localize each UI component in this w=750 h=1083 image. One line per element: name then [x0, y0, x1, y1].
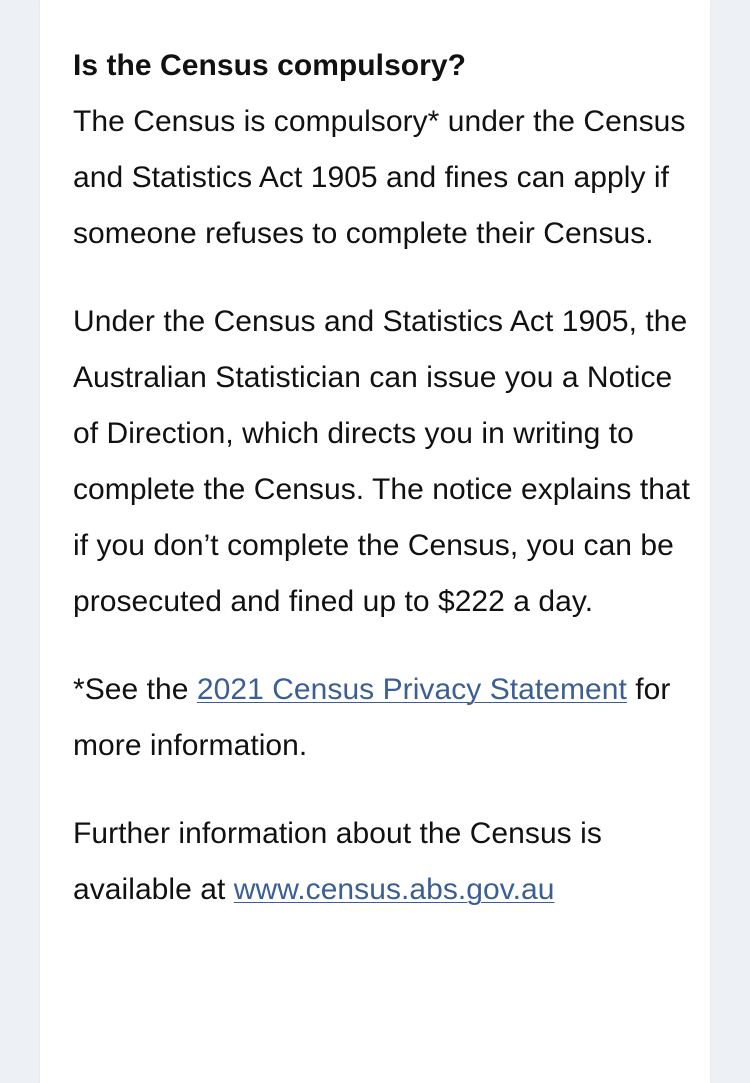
notice-of-direction-paragraph: Under the Census and Statistics Act 1905, the Australian Statistician can issue you a Notice of Direction, which directs you in writing to complete the Census. The notice explains that if you don’t complete the Census, you can be prosecuted and fined up to $222 a day.	[73, 305, 691, 618]
privacy-statement-paragraph	[73, 662, 693, 774]
further-information-text: Further information about the Census is available at	[73, 817, 602, 906]
section-heading: Is the Census compulsory?	[73, 49, 467, 82]
census-compulsory-section	[73, 38, 693, 918]
privacy-prefix-text: *See the	[73, 673, 197, 706]
census-website-link[interactable]: www.census.abs.gov.au	[233, 873, 555, 906]
content-card	[40, 0, 710, 1083]
privacy-statement-link[interactable]: 2021 Census Privacy Statement	[196, 673, 627, 706]
compulsory-paragraph: The Census is compulsory* under the Census and Statistics Act 1905 and fines can apply if someone refuses to complete their Census.	[73, 105, 686, 250]
privacy-suffix-text: for more information.	[73, 673, 671, 762]
further-information-paragraph	[73, 806, 693, 918]
